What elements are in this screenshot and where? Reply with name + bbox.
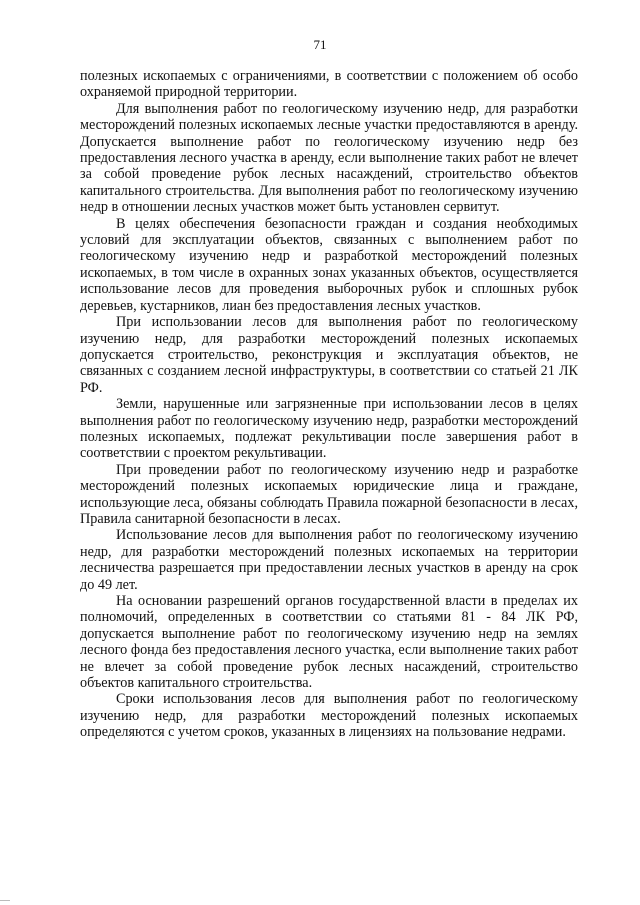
paragraph: При проведении работ по геологическому изучению недр и разработке месторождений полезных ископаемых юридические лица и граждане, использующие леса, обязаны соблюдать Правила пожарной безопасности в лесах, Правила санитарной безопасности в лесах. xyxy=(80,461,578,527)
paragraph: На основании разрешений органов государственной власти в пределах их полномочий, определенных в соответствии со статьями 81 - 84 ЛК РФ, допускается выполнение работ по геологическому изучению недр на землях лесного фонда без предоставления лесного участка, если выполнение таких работ не влечет за собой проведение рубок лесных насаждений, строительство объектов капитального строительства. xyxy=(80,593,578,692)
paragraph: При использовании лесов для выполнения работ по геологическому изучению недр, для разработки месторождений полезных ископаемых допускается строительство, реконструкция и эксплуатация объектов, не связанных с созданием лесной инфраструктуры, в соответствии со статьей 21 ЛК РФ. xyxy=(80,314,578,396)
paragraph: Для выполнения работ по геологическому изучению недр, для разработки месторождений полезных ископаемых лесные участки предоставляются в аренду. Допускается выполнение работ по геологическому изучению недр без предоставления лесного участка в аренду, если выполнение таких работ не влечет за собой проведение рубок лесных насаждений, строительство объектов капитального строительства. Для выполнения работ по геологическому изучению недр в отношении лесных участков может быть установлен сервитут. xyxy=(80,100,578,216)
paragraph-continuation: полезных ископаемых с ограничениями, в соответствии с положением об особо охраняемой природной территории. xyxy=(80,68,578,101)
body-text xyxy=(80,68,578,741)
paragraph: Использование лесов для выполнения работ по геологическому изучению недр, для разработки месторождений полезных ископаемых на территории лесничества разрешается при предоставлении лесных участков в аренду на срок до 49 лет. xyxy=(80,527,578,593)
paragraph: Сроки использования лесов для выполнения работ по геологическому изучению недр, для разработки месторождений полезных ископаемых определяются с учетом сроков, указанных в лицензиях на пользование недрами. xyxy=(80,691,578,741)
page-number: 71 xyxy=(313,37,327,52)
paragraph: Земли, нарушенные или загрязненные при использовании лесов в целях выполнения работ по геологическому изучению недр, разработки месторождений полезных ископаемых, подлежат рекультивации после завершения работ в соответствии с проектом рекультивации. xyxy=(80,396,578,462)
paragraph: В целях обеспечения безопасности граждан и создания необходимых условий для эксплуатации объектов, связанных с выполнением работ по геологическому изучению недр и разработкой месторождений полезных ископаемых, в том числе в охранных зонах указанных объектов, осуществляется использование лесов для проведения выборочных рубок и сплошных рубок деревьев, кустарников, лиан без предоставления лесных участков. xyxy=(80,215,578,314)
scan-edge-mark xyxy=(0,900,10,901)
